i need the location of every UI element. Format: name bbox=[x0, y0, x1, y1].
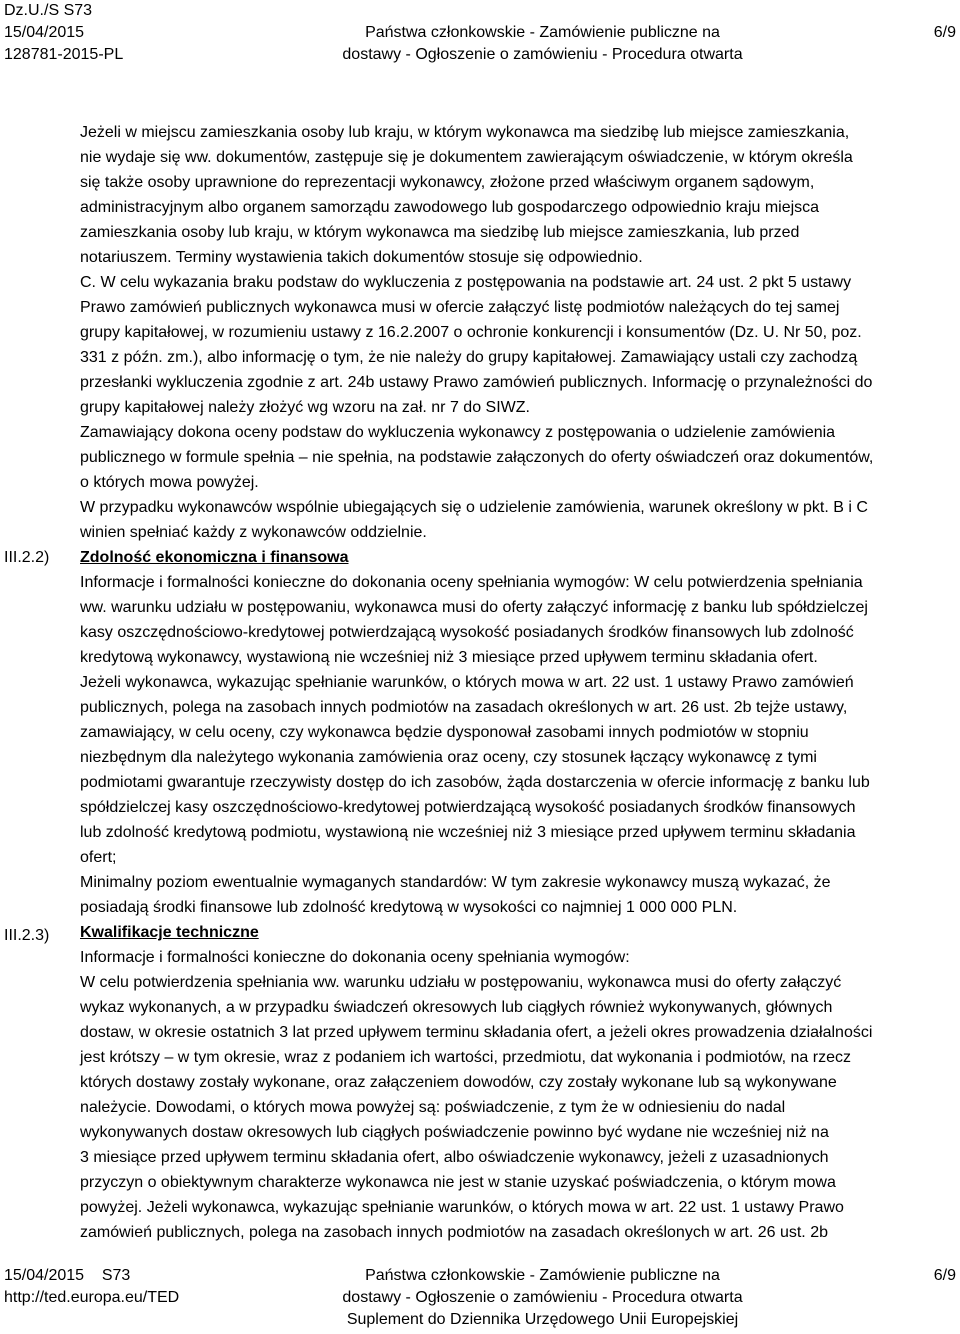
body-line: powyżej. Jeżeli wykonawca, wykazując spełnianie warunków, o których mowa w art. 22 ust. 1 ustawy Prawo bbox=[80, 1199, 844, 1216]
body-line: Jeżeli w miejscu zamieszkania osoby lub kraju, w którym wykonawca ma siedzibę lub miejsce zamieszkania, bbox=[80, 124, 850, 141]
body-line: posiadają środki finansowe lub zdolność kredytową w wysokości co najmniej 1 000 000 PLN. bbox=[80, 899, 738, 916]
body-line: notariuszem. Terminy wystawienia takich dokumentów stosuje się odpowiednio. bbox=[80, 249, 643, 266]
body-line: 3 miesiące przed upływem terminu składania ofert, albo oświadczenie wykonawcy, jeżeli z uzasadnionych bbox=[80, 1149, 829, 1166]
body-line: kasy oszczędnościowo-kredytowej potwierdzającą wysokość posiadanych środków finansowych lub zdolność bbox=[80, 624, 854, 641]
header-date: 15/04/2015 bbox=[4, 24, 85, 41]
body-line: Jeżeli wykonawca, wykazując spełnianie warunków, o których mowa w art. 22 ust. 1 ustawy Prawo zamówień bbox=[80, 674, 854, 691]
header-left bbox=[4, 0, 123, 66]
body-line: ofert; bbox=[80, 849, 117, 866]
body-line: zamieszkania osoby lub kraju, w którym wykonawca ma siedzibę lub miejsce zamieszkania, lub przed bbox=[80, 224, 800, 241]
body-line: Minimalny poziom ewentualnie wymaganych standardów: W tym zakresie wykonawcy muszą wykazać, że bbox=[80, 874, 831, 891]
body-line: jest krótszy – w tym okresie, wraz z podaniem ich wartości, przedmiotu, dat wykonania i podmiotów, na rzecz bbox=[80, 1049, 851, 1066]
body-line: grupy kapitałowej należy złożyć wg wzoru na zał. nr 7 do SIWZ. bbox=[80, 399, 530, 416]
body-line: Prawo zamówień publicznych wykonawca musi w ofercie załączyć listę podmiotów należących do tej samej bbox=[80, 299, 840, 316]
body-line: publicznego w formule spełnia – nie spełnia, na podstawie załączonych do oferty oświadczeń oraz dokumentów, bbox=[80, 449, 874, 466]
header-center bbox=[270, 22, 815, 66]
footer-title-line-1: Państwa członkowskie - Zamówienie publiczne na bbox=[365, 1267, 720, 1284]
body-line: przyczyn o obiektywnym charakterze wykonawca nie jest w stanie uzyskać poświadczenia, o którym mowa bbox=[80, 1174, 836, 1191]
header-notice-id: 128781-2015-PL bbox=[4, 46, 124, 63]
footer-title-line-2: dostawy - Ogłoszenie o zamówieniu - Procedura otwarta bbox=[342, 1289, 743, 1306]
section-number-iii-2-3: III.2.3) bbox=[4, 927, 50, 944]
body-line: Informacje i formalności konieczne do dokonania oceny spełniania wymogów: bbox=[80, 949, 630, 966]
footer-left bbox=[4, 1265, 179, 1309]
header-journal-ref: Dz.U./S S73 bbox=[4, 2, 93, 19]
section-heading: Kwalifikacje techniczne bbox=[80, 924, 259, 941]
footer-date-series: 15/04/2015 S73 bbox=[4, 1267, 131, 1284]
header-title-line-2: dostawy - Ogłoszenie o zamówieniu - Procedura otwarta bbox=[342, 46, 743, 63]
body-line: się także osoby uprawnione do reprezentacji wykonawcy, złożone przed właściwym organem sądowym, bbox=[80, 174, 815, 191]
header-title-line-1: Państwa członkowskie - Zamówienie publiczne na bbox=[365, 24, 720, 41]
body-line: spółdzielczej kasy oszczędnościowo-kredytowej potwierdzającą wysokość posiadanych środków finansowych bbox=[80, 799, 856, 816]
body-line: przesłanki wykluczenia zgodnie z art. 24b ustawy Prawo zamówień publicznych. Informację o przynależności do bbox=[80, 374, 873, 391]
body-line: wykaz wykonanych, a w przypadku świadczeń okresowych lub ciągłych również wykonywanych, głównych bbox=[80, 999, 833, 1016]
body-line: lub zdolność kredytową podmiotu, wystawioną nie wcześniej niż 3 miesiące przed upływem terminu składania bbox=[80, 824, 856, 841]
body-line: wykonywanych dostaw okresowych lub ciągłych poświadczenie powinno być wydane nie wcześniej niż na bbox=[80, 1124, 829, 1141]
body-line: administracyjnym albo organem samorządu zawodowego lub gospodarczego odpowiednio kraju miejsca bbox=[80, 199, 820, 216]
body-line: grupy kapitałowej, w rozumieniu ustawy z 16.2.2007 o ochronie konkurencji i konsumentów (Dz. U. Nr 50, poz. bbox=[80, 324, 862, 341]
body-line: nie wydaje się ww. dokumentów, zastępuje się je dokumentem zawierającym oświadczenie, w którym określa bbox=[80, 149, 853, 166]
body-line: Informacje i formalności konieczne do dokonania oceny spełniania wymogów: W celu potwierdzenia spełniania bbox=[80, 574, 863, 591]
body-line: o których mowa powyżej. bbox=[80, 474, 259, 491]
body-line: podmiotami gwarantuje rzeczywisty dostęp do ich zasobów, żąda dostarczenia w ofercie informację z banku lub bbox=[80, 774, 870, 791]
footer-center bbox=[270, 1265, 815, 1331]
body-line: zamówień publicznych, polega na zasobach innych podmiotów na zasadach określonych w art. 26 ust. 2b bbox=[80, 1224, 828, 1241]
body-line: kredytową wykonawcy, wystawioną nie wcześniej niż 3 miesiące przed upływem terminu składania ofert. bbox=[80, 649, 818, 666]
header-page-number: 6/9 bbox=[933, 24, 956, 41]
body-line: dostaw, w okresie ostatnich 3 lat przed upływem terminu składania ofert, a jeżeli okres prowadzenia działalności bbox=[80, 1024, 873, 1041]
body-line: publicznych, polega na zasobach innych podmiotów na zasadach określonych w art. 26 ust. 2b tejże ustawy, bbox=[80, 699, 848, 716]
body-line: ww. warunku udziału w postępowaniu, wykonawca musi do oferty załączyć informację z banku lub spółdzielczej bbox=[80, 599, 868, 616]
footer-page-number: 6/9 bbox=[933, 1267, 956, 1284]
body-line: których dostawy zostały wykonane, oraz załączeniem dowodów, czy zostały wykonane lub są wykonywane bbox=[80, 1074, 837, 1091]
body-line: W przypadku wykonawców wspólnie ubiegających się o udzielenie zamówienia, warunek określony w pkt. B i C bbox=[80, 499, 868, 516]
body-line: W celu potwierdzenia spełniania ww. warunku udziału w postępowaniu, wykonawca musi do oferty załączyć bbox=[80, 974, 842, 991]
body-line: niezbędnym dla należytego wykonania zamówienia oraz oceny, czy stosunek łączący wykonawcę z tymi bbox=[80, 749, 817, 766]
footer-supplement: Suplement do Dziennika Urzędowego Unii Europejskiej bbox=[346, 1311, 739, 1328]
body-line: 331 z późn. zm.), albo informację o tym, że nie należy do grupy kapitałowej. Zamawiający ustali czy zachodzą bbox=[80, 349, 858, 366]
footer-url: http://ted.europa.eu/TED bbox=[4, 1289, 180, 1306]
body-line: należycie. Dowodami, o których mowa powyżej są: poświadczenie, z tym że w odniesieniu do nadal bbox=[80, 1099, 786, 1116]
body-line: zamawiający, w celu oceny, czy wykonawca będzie dysponował zasobami innych podmiotów w stopniu bbox=[80, 724, 809, 741]
section-number-iii-2-2: III.2.2) bbox=[4, 549, 50, 566]
body-line: winien spełniać każdy z wykonawców oddzielnie. bbox=[80, 524, 427, 541]
document-body bbox=[80, 120, 956, 1245]
body-line: C. W celu wykazania braku podstaw do wykluczenia z postępowania na podstawie art. 24 ust. 2 pkt 5 ustawy bbox=[80, 274, 852, 291]
section-heading: Zdolność ekonomiczna i finansowa bbox=[80, 549, 349, 566]
body-line: Zamawiający dokona oceny podstaw do wykluczenia wykonawcy z postępowania o udzielenie zamówienia bbox=[80, 424, 836, 441]
